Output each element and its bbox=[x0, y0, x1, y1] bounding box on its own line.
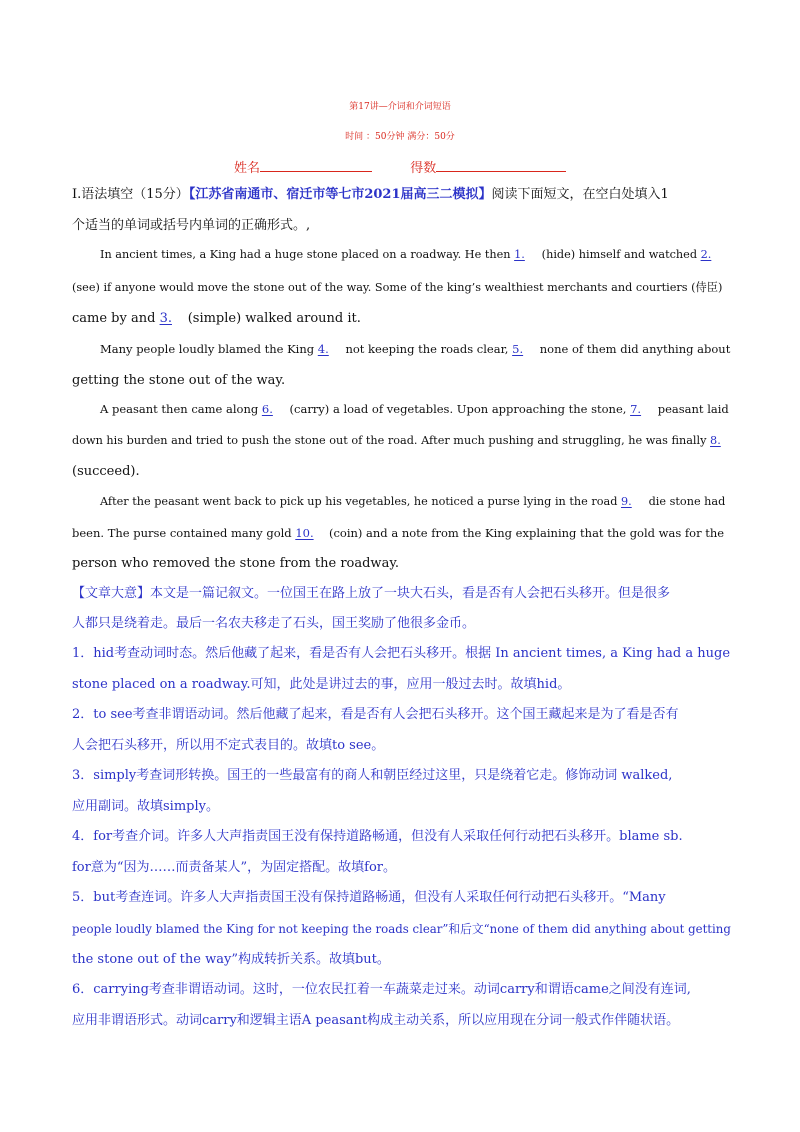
passage-line: came by and 3. (simple) walked around it. bbox=[72, 311, 361, 326]
summary-line: 人都只是绕着走。最后一名农夫移走了石头，国王奖励了他很多金币。 bbox=[72, 616, 476, 631]
passage-line: down his burden and tried to push the stone out of the road. After much pushing and struggling, he was finally 8. bbox=[72, 432, 734, 450]
answer-line: 应用非谓语形式。动词carry和逻辑主语A peasant构成主动关系，所以应用现在分词一般式作伴随状语。 bbox=[72, 1013, 680, 1028]
answer-line: 5．but考查连词。许多人大声指责国王没有保持道路畅通，但没有人采取任何行动把石头移开。“Many bbox=[72, 890, 666, 905]
answer-line: 3．simply考查词形转换。国王的一些最富有的商人和朝臣经过这里，只是绕着它走。修饰动词 walked, bbox=[72, 768, 673, 783]
answer-line: 2．to see考查非谓语动词。然后他藏了起来，看是否有人会把石头移开。这个国王藏起来是为了看是否有 bbox=[72, 707, 679, 722]
blank-2[interactable]: 2. bbox=[700, 248, 712, 261]
answer-line: 4．for考查介词。许多人大声指责国王没有保持道路畅通，但没有人采取任何行动把石头移开。blame sb. bbox=[72, 829, 683, 844]
blank-3[interactable]: 3. bbox=[159, 311, 172, 326]
section-instruction: 阅读下面短文，在空白处填入1 bbox=[491, 187, 669, 202]
summary-line: 【文章大意】本文是一篇记叙文。一位国王在路上放了一块大石头，看是否有人会把石头移开。但是很多 bbox=[72, 586, 671, 601]
passage-line: been. The purse contained many gold 10. (coin) and a note from the King explaining that the gold was for the bbox=[72, 526, 725, 540]
answer-line: 6．carrying考查非谓语动词。这时，一位农民扛着一车蔬菜走过来。动词carry和谓语came之间没有连词, bbox=[72, 982, 691, 997]
passage-line: A peasant then came along 6. (carry) a load of vegetables. Upon approaching the stone, 7. peasant laid bbox=[100, 402, 729, 416]
blank-6[interactable]: 6. bbox=[261, 402, 273, 416]
answer-line: stone placed on a roadway.可知，此处是讲过去的事，应用一般过去时。故填hid。 bbox=[72, 677, 571, 692]
passage-line: In ancient times, a King had a huge stone placed on a roadway. He then 1. (hide) himself and watched 2. bbox=[100, 246, 725, 264]
score-blank bbox=[436, 157, 566, 172]
score-label: 得数 bbox=[410, 161, 437, 176]
passage-line: (succeed). bbox=[72, 464, 140, 479]
blank-7[interactable]: 7. bbox=[630, 402, 642, 416]
name-blank bbox=[260, 157, 372, 172]
passage-line: getting the stone out of the way. bbox=[72, 373, 286, 388]
answer-line: people loudly blamed the King for not keeping the roads clear”和后文“none of them did anything about getting bbox=[72, 922, 731, 936]
name-label: 姓名 bbox=[234, 161, 261, 176]
passage-line: Many people loudly blamed the King 4. not keeping the roads clear, 5. none of them did anything about bbox=[100, 342, 731, 356]
blank-5[interactable]: 5. bbox=[512, 342, 524, 356]
answer-line: for意为“因为……而责备某人”，为固定搭配。故填for。 bbox=[72, 860, 396, 875]
answer-line: 应用副词。故填simply。 bbox=[72, 799, 219, 814]
blank-1[interactable]: 1. bbox=[514, 248, 525, 261]
name-score-row bbox=[234, 157, 566, 178]
answer-line: 1．hid考查动词时态。然后他藏了起来，看是否有人会把石头移开。根据 In ancient times, a King had a huge bbox=[72, 646, 731, 661]
lesson-title: 第17讲—介词和介词短语 bbox=[349, 102, 451, 112]
answer-line: the stone out of the way”构成转折关系。故填but。 bbox=[72, 952, 390, 967]
blank-4[interactable]: 4. bbox=[317, 342, 329, 356]
section-heading bbox=[72, 186, 669, 204]
time-score-info: 时间 ：50分钟 满分：50分 bbox=[345, 132, 455, 142]
passage-line: (see) if anyone would move the stone out of the way. Some of the king’s wealthiest merchants and courtiers (侍臣) bbox=[72, 281, 723, 294]
section-title: I.语法填空（15分） bbox=[72, 187, 189, 202]
blank-10[interactable]: 10. bbox=[295, 526, 314, 540]
section-source: 【江苏省南通市、宿迁市等七市2021届高三二模拟】 bbox=[188, 187, 492, 202]
section-instruction-cont: 个适当的单词或括号内单词的正确形式。, bbox=[72, 218, 311, 233]
answer-line: 人会把石头移开，所以用不定式表目的。故填to see。 bbox=[72, 738, 385, 753]
blank-9[interactable]: 9. bbox=[621, 495, 632, 508]
passage-line: person who removed the stone from the roadway. bbox=[72, 556, 400, 571]
blank-8[interactable]: 8. bbox=[710, 434, 721, 447]
passage-line: After the peasant went back to pick up his vegetables, he noticed a purse lying in the road 9. die stone had bbox=[100, 493, 725, 511]
